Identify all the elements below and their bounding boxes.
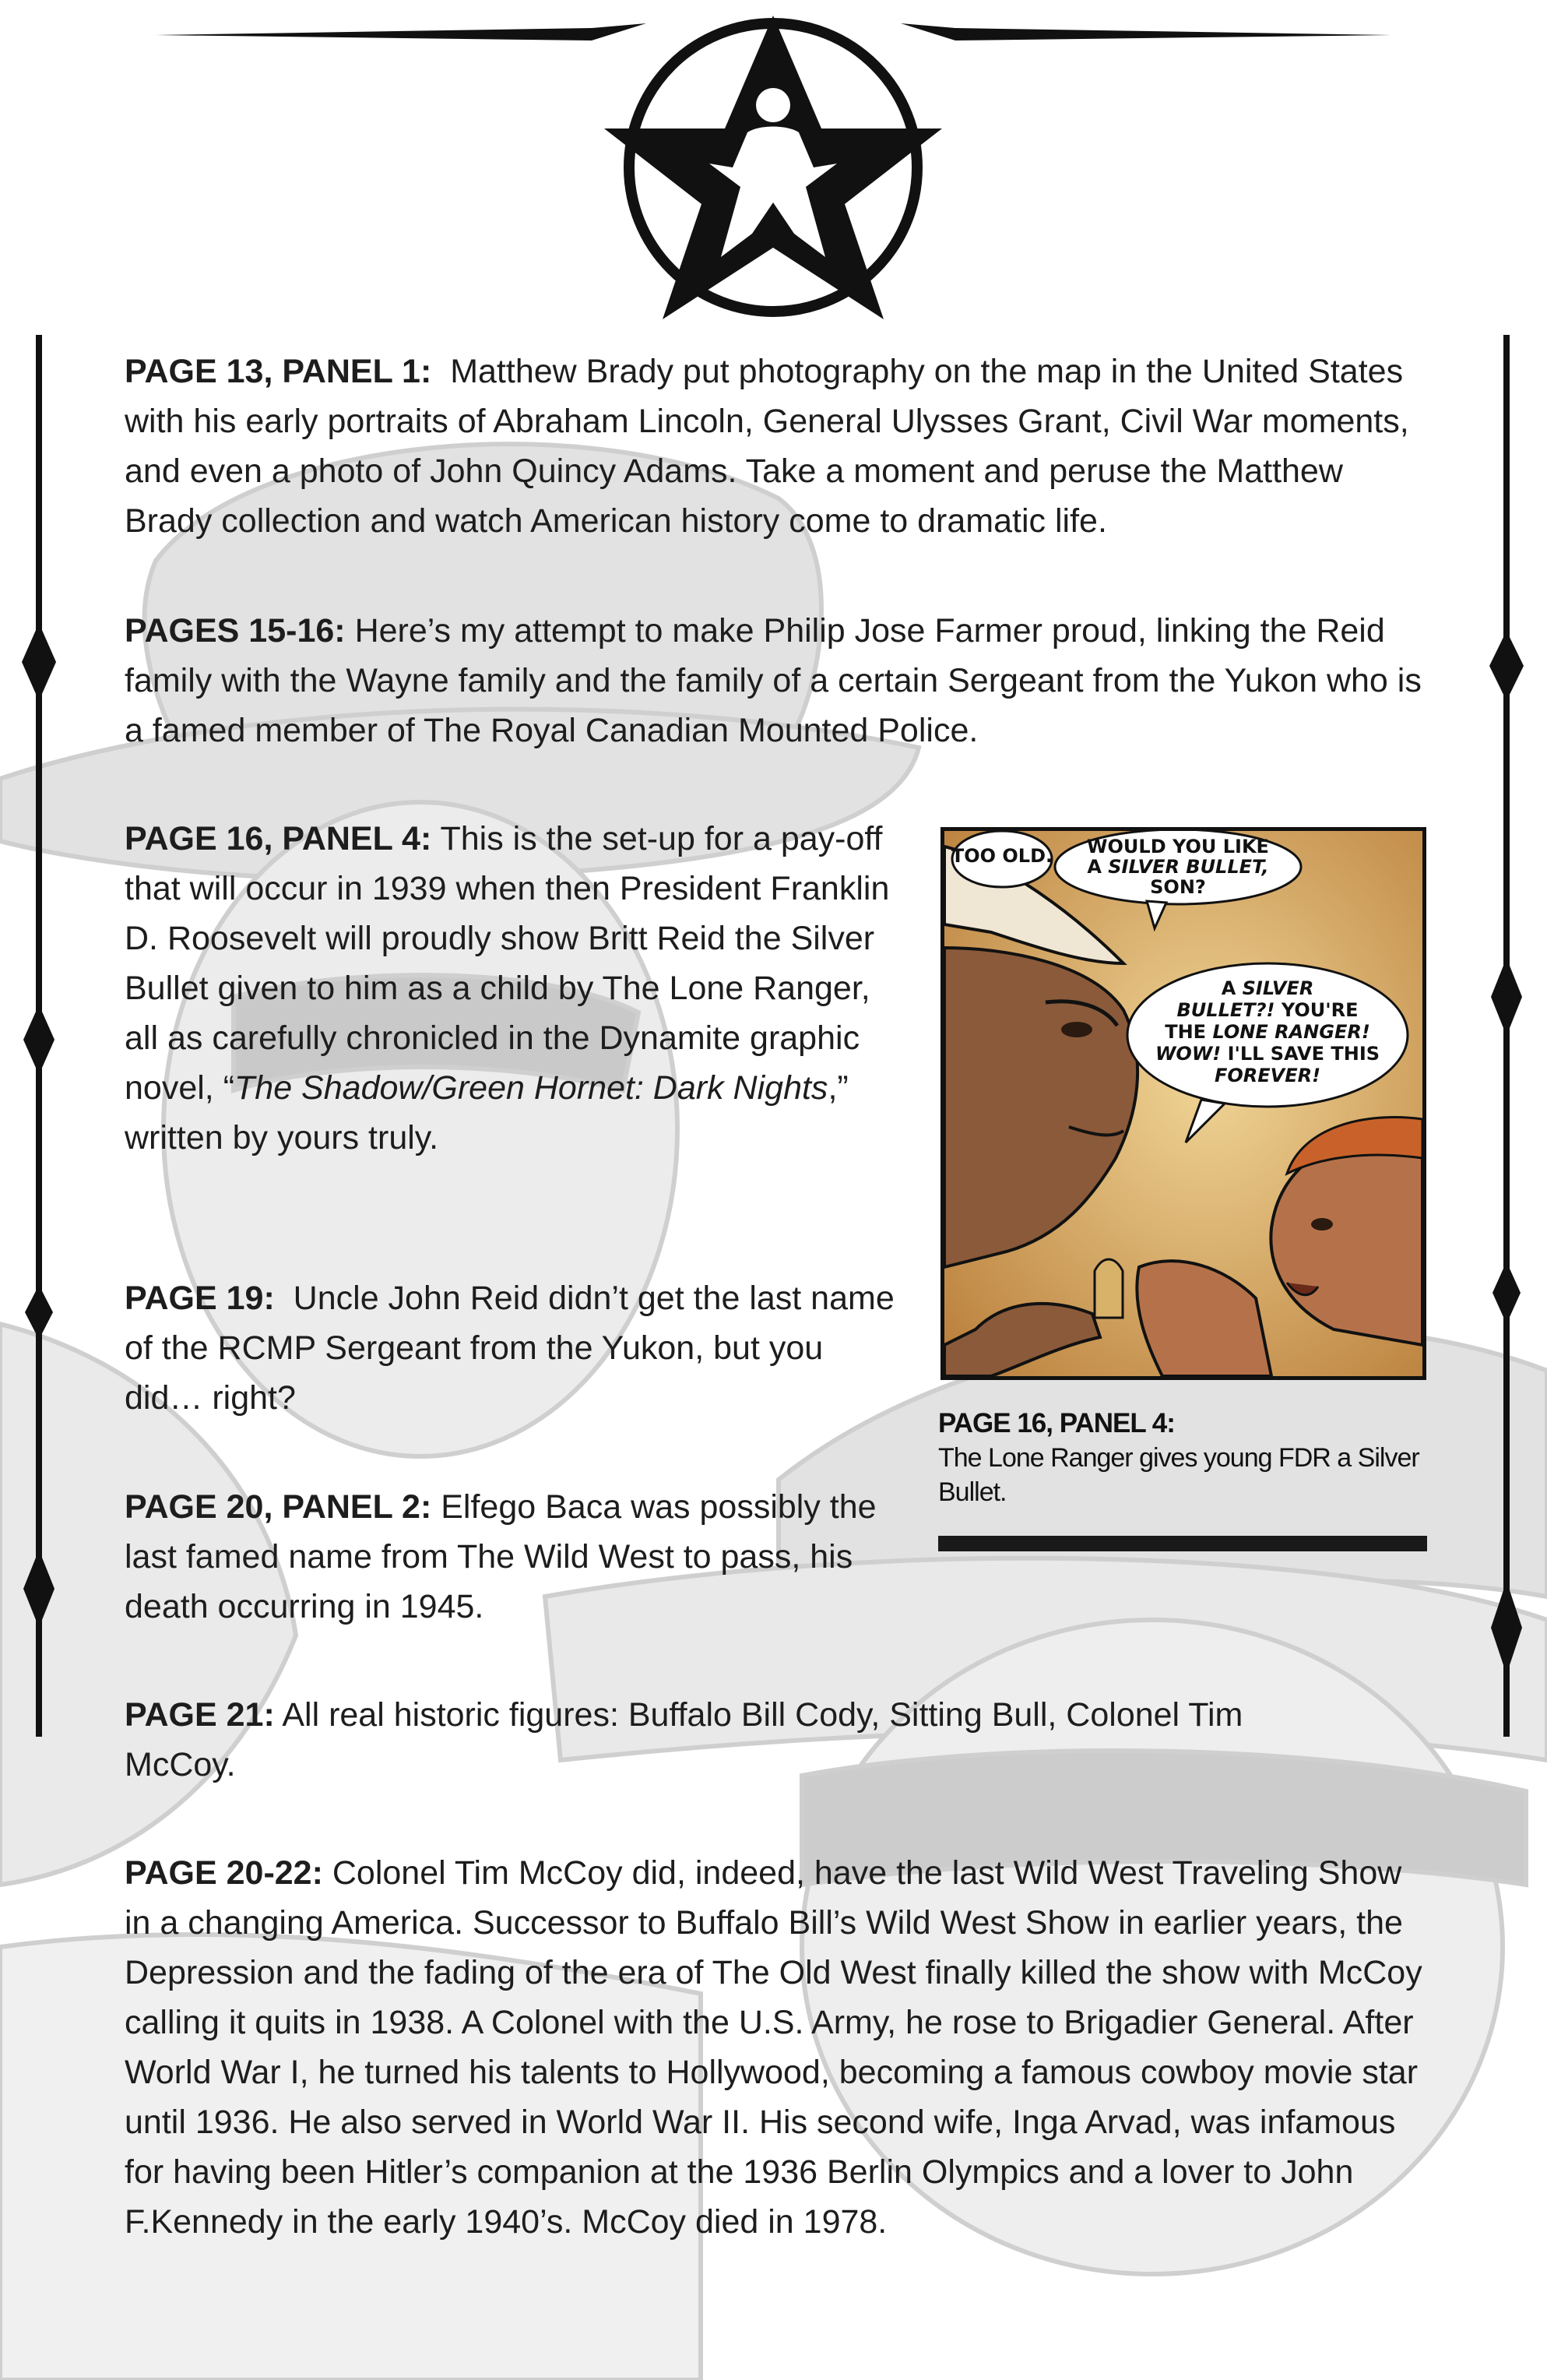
- note-text: Colonel Tim McCoy did, indeed, have the last Wild West Traveling Show in a changing America. Successor to Buffalo Bill’s Wild West Show in earlier years, the Depression and the fading of the era of The Old West finally killed the show with McCoy calling it quits in 1938. A Colonel with the U.S. Army, he rose to Brigadier General. After World War I, he turned his talents to Hollywood, becoming a famous cowboy movie star until 1936. He also served in World War II. His second wife, Inga Arvad, was infamous for having been Hitler’s companion at the 1936 Berlin Olympics and a lover to John F.Kennedy in the early 1940’s. McCoy died in 1978.: [125, 1854, 1422, 2241]
- note-pages-15-16: [125, 606, 1433, 755]
- caption-divider: [938, 1536, 1427, 1551]
- note-heading: PAGE 20-22:: [125, 1854, 323, 1892]
- right-ornament: [1471, 335, 1542, 1737]
- comic-panel: [941, 827, 1426, 1380]
- bubble-3-line-3a: THE: [1165, 1021, 1213, 1043]
- bubble-3-line-1a: A: [1221, 977, 1243, 999]
- bubble-3-line-3b: LONE RANGER!: [1212, 1021, 1370, 1043]
- bubble-3-line-2a: BULLET?!: [1176, 999, 1275, 1021]
- note-heading: PAGES 15-16:: [125, 612, 346, 650]
- note-page-19: [125, 1273, 895, 1423]
- bubble-3-line-3: [1165, 1021, 1370, 1043]
- note-heading: PAGE 21:: [125, 1696, 275, 1734]
- note-page-21: [125, 1690, 1339, 1790]
- caption-text: The Lone Ranger gives young FDR a Silver Bullet.: [938, 1443, 1419, 1507]
- bubble-3-line-4a: WOW!: [1155, 1043, 1222, 1065]
- comic-panel-art: [944, 831, 1422, 1376]
- bubble-2-line-2a: A: [1087, 856, 1109, 878]
- bubble-3-line-2: [1177, 999, 1359, 1021]
- note-page-13-panel-1: [125, 347, 1433, 546]
- note-text: This is the set-up for a pay-off that will occur in 1939 when then President Franklin D. Roosevelt will proudly show Britt Reid the Silver Bullet given to him as a child by The Lone Ranger, all as carefully chronicled in the Dynamite graphic novel, “: [125, 820, 890, 1107]
- note-page-16-panel-4: [125, 814, 895, 1163]
- left-ornament: [8, 335, 70, 1737]
- bubble-2-line-3: SON?: [1150, 876, 1206, 898]
- bubble-3-line-4: [1155, 1043, 1380, 1065]
- caption-title: PAGE 16, PANEL 4:: [938, 1408, 1175, 1438]
- note-pages-20-22: [125, 1848, 1433, 2247]
- note-text: All real historic figures: Buffalo Bill Cody, Sitting Bull, Colonel Tim McCoy.: [125, 1696, 1243, 1783]
- bubble-2-line-2: [1087, 856, 1268, 878]
- note-text: Here’s my attempt to make Philip Jose Farmer proud, linking the Reid family with the Wayne family and the family of a certain Sergeant from the Yukon who is a famed member of The Royal Canadian Mounted Police.: [125, 612, 1422, 749]
- bubble-2-line-1: WOULD YOU LIKE: [1087, 836, 1269, 857]
- note-heading: PAGE 20, PANEL 2:: [125, 1488, 432, 1526]
- note-heading: PAGE 19:: [125, 1280, 275, 1317]
- note-text: Matthew Brady put photography on the map in the United States with his early portraits of Abraham Lincoln, General Ulysses Grant, Civil War moments, and even a photo of John Quincy Adams. Take a moment and peruse the Matthew Brady collection and watch American history come to dramatic life.: [125, 353, 1409, 540]
- bubble-2-line-2b: SILVER BULLET,: [1108, 856, 1269, 878]
- note-heading: PAGE 13, PANEL 1:: [125, 353, 432, 390]
- bubble-3-line-5: FOREVER!: [1214, 1065, 1321, 1086]
- star-emblem-icon: [0, 0, 1547, 343]
- note-page-20-panel-2: [125, 1482, 934, 1632]
- bubble-3-line-4b: I'LL SAVE THIS: [1221, 1043, 1380, 1065]
- book-title: The Shadow/Green Hornet: Dark Nights: [234, 1069, 828, 1107]
- note-text: Elfego Baca was possibly the last famed name from The Wild West to pass, his death occurring in 1945.: [125, 1488, 877, 1625]
- bubble-too-old: TOO OLD.: [951, 845, 1053, 867]
- note-heading: PAGE 16, PANEL 4:: [125, 820, 432, 857]
- note-text-end: ,” written by yours truly.: [125, 1069, 849, 1157]
- bubble-3-line-2b: YOU'RE: [1275, 999, 1359, 1021]
- panel-caption: [938, 1407, 1436, 1509]
- bubble-3-line-1b: SILVER: [1242, 977, 1314, 999]
- bubble-3-line-1: [1222, 977, 1314, 999]
- silver-bullet-icon: [1095, 1259, 1123, 1318]
- note-text: Uncle John Reid didn’t get the last name of the RCMP Sergeant from the Yukon, but you did… right?: [125, 1280, 895, 1417]
